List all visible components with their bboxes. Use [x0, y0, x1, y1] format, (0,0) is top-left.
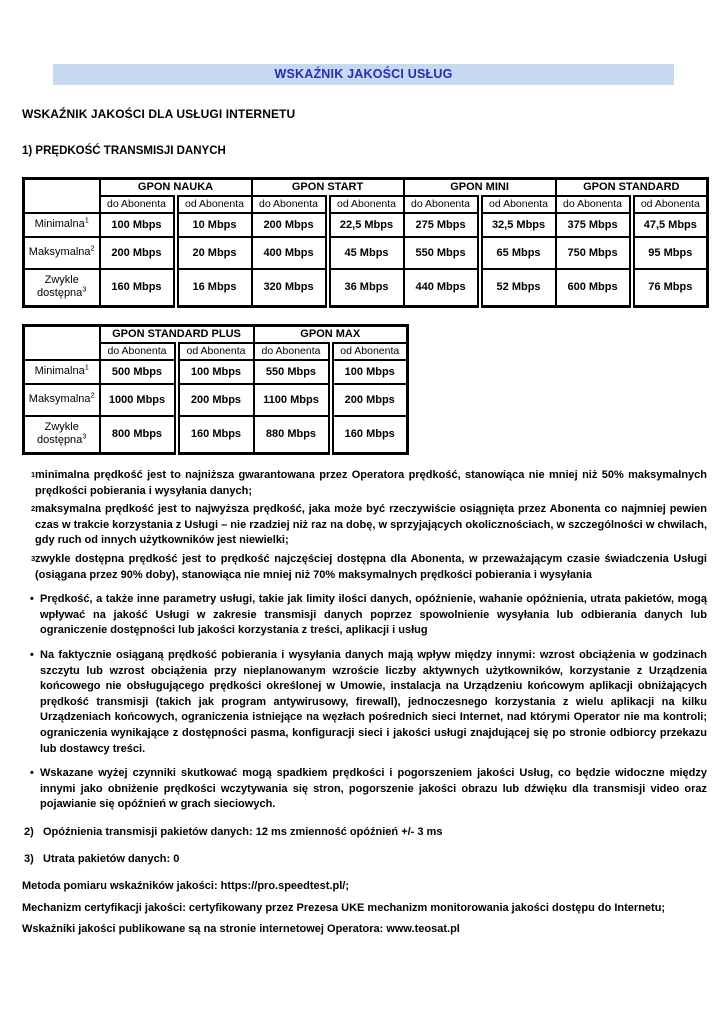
bullet-icon: •	[30, 767, 34, 780]
page-title-banner	[53, 64, 674, 85]
speed-value: 320 Mbps	[252, 269, 328, 307]
footnote-text: zwykle dostępna prędkość jest to prędkość najczęściej dostępna dla Abonenta, w przeważającym czasie świadczenia Usługi (osiągana przez 90% doby), stanowiąca nie mniej niż 70% maksymalnych prędkości pobierania i wysyłania	[35, 552, 707, 581]
speed-value: 880 Mbps	[254, 416, 331, 454]
speed-value: 100 Mbps	[100, 213, 176, 237]
speed-value: 400 Mbps	[252, 237, 328, 269]
bullet-item-parameters	[22, 592, 707, 639]
speed-value: 160 Mbps	[100, 269, 176, 307]
dir-header-cell: do Abonenta	[556, 196, 632, 213]
dir-header-cell: od Abonenta	[331, 343, 408, 360]
closing-block	[22, 879, 707, 938]
speed-value: 1000 Mbps	[100, 384, 177, 416]
speed-value: 1100 Mbps	[254, 384, 331, 416]
speed-value: 20 Mbps	[176, 237, 252, 269]
speed-value: 76 Mbps	[632, 269, 708, 307]
speed-value: 500 Mbps	[100, 360, 177, 384]
speed-value: 550 Mbps	[254, 360, 331, 384]
speed-value: 600 Mbps	[556, 269, 632, 307]
speed-value: 32,5 Mbps	[480, 213, 556, 237]
bullet-item-quality-effects	[22, 766, 707, 813]
speed-value: 200 Mbps	[100, 237, 176, 269]
speed-value: 22,5 Mbps	[328, 213, 404, 237]
row-label-maksymalna: Maksymalna$^2$	[24, 384, 100, 416]
table-row	[24, 196, 708, 213]
section-heading-speed: 1) PRĘDKOŚĆ TRANSMISJI DANYCH	[22, 145, 226, 157]
speed-value: 160 Mbps	[331, 416, 408, 454]
document-subtitle: WSKAŹNIK JAKOŚCI DLA USŁUGI INTERNETU	[22, 107, 296, 121]
group-header-gpon-nauka: GPON NAUKA	[100, 179, 252, 196]
dir-header-cell: do Abonenta	[252, 196, 328, 213]
group-header-gpon-start: GPON START	[252, 179, 404, 196]
closing-line-publication: Wskaźniki jakości publikowane są na stronie internetowej Operatora: www.teosat.pl	[22, 923, 460, 936]
speed-value: 95 Mbps	[632, 237, 708, 269]
speed-value: 200 Mbps	[252, 213, 328, 237]
footnote-marker: 2	[31, 504, 36, 514]
bullet-text: Prędkość, a także inne parametry usługi, takie jak limity ilości danych, opóźnienie, wahanie opóźnienia, utrata pakietów, mogą wpływać na jakość Usługi w zakresie transmisji danych poprzez spowolnienie wysyłania lub odbierania danych lub ograniczenie dostępności lub jakości korzystania z treści, aplikacji i usług	[40, 593, 707, 637]
dir-header-cell: od Abonenta	[176, 196, 252, 213]
dir-header-cell: od Abonenta	[328, 196, 404, 213]
speed-value: 52 Mbps	[480, 269, 556, 307]
row-label-zwykle-dostepna: Zwykle dostępna$^3$	[24, 416, 100, 454]
footnote-marker: 3	[31, 553, 36, 563]
speed-value: 440 Mbps	[404, 269, 480, 307]
table-row	[24, 326, 408, 343]
speed-table-secondary	[22, 324, 409, 455]
row-label-zwykle-dostepna: Zwykle dostępna$^3$	[24, 269, 100, 307]
table-row	[24, 384, 408, 416]
footnote-3	[22, 552, 707, 583]
group-header-gpon-standard-plus: GPON STANDARD PLUS	[100, 326, 254, 343]
bullet-text: Wskazane wyżej czynniki skutkować mogą spadkiem prędkości i pogorszeniem jakości Usług, co będzie widoczne między innymi jako obniżenie prędkości wczytywania się stron, pogorszenie jakości obrazu lub dźwięku dla transmisji video oraz pojawianie się opóźnień w grach sieciowych.	[40, 767, 707, 811]
table-row	[24, 179, 708, 196]
row-label-minimalna: Minimalna$^1$	[24, 360, 100, 384]
speed-value: 200 Mbps	[177, 384, 254, 416]
closing-line-certification: Mechanizm certyfikacji jakości: certyfikowany przez Prezesa UKE mechanizm monitorowania jakości dostępu do Internetu;	[22, 901, 666, 914]
speed-value: 10 Mbps	[176, 213, 252, 237]
speed-value: 750 Mbps	[556, 237, 632, 269]
speed-table-primary	[22, 177, 709, 308]
speed-value: 100 Mbps	[177, 360, 254, 384]
group-header-gpon-mini: GPON MINI	[404, 179, 556, 196]
numbered-item-packet-loss	[22, 852, 707, 868]
page-title: WSKAŹNIK JAKOŚCI USŁUG	[274, 67, 453, 81]
row-label-minimalna: Minimalna$^1$	[24, 213, 100, 237]
speed-value: 275 Mbps	[404, 213, 480, 237]
dir-header-cell: od Abonenta	[177, 343, 254, 360]
table-row	[24, 360, 408, 384]
speed-value: 47,5 Mbps	[632, 213, 708, 237]
numbered-item-text: Opóźnienia transmisji pakietów danych: 12 ms zmienność opóźnień +/- 3 ms	[43, 825, 443, 838]
speed-value: 45 Mbps	[328, 237, 404, 269]
table-row	[24, 237, 708, 269]
group-header-gpon-standard: GPON STANDARD	[556, 179, 708, 196]
closing-line-measurement-method: Metoda pomiaru wskaźników jakości: https://pro.speedtest.pl/;	[22, 880, 349, 893]
speed-value: 65 Mbps	[480, 237, 556, 269]
bullet-icon: •	[30, 593, 34, 606]
bullet-icon: •	[30, 648, 34, 661]
speed-value: 550 Mbps	[404, 237, 480, 269]
numbered-item-text: Utrata pakietów danych: 0	[43, 853, 180, 866]
speed-value: 16 Mbps	[176, 269, 252, 307]
numbered-item-delay	[22, 825, 707, 841]
footnote-1	[22, 468, 707, 499]
group-header-gpon-max: GPON MAX	[254, 326, 408, 343]
footnotes-block	[22, 468, 707, 583]
speed-value: 375 Mbps	[556, 213, 632, 237]
speed-value: 100 Mbps	[331, 360, 408, 384]
footnote-marker: 1	[31, 470, 36, 479]
row-label-maksymalna: Maksymalna$^2$	[24, 237, 100, 269]
speed-value: 36 Mbps	[328, 269, 404, 307]
bullet-text: Na faktycznie osiąganą prędkość pobierania i wysyłania danych mają wpływ między innymi: wzrost obciążenia w godzinach szczytu lub wzrost obciążenia przy nieplanowanym wzroście liczby aktywnych użytkowników, korzystanie z Urządzenia końcowego nie obsługującego prędkości określonej w Umowie, instalacja na Urządzeniu końcowym aplikacji obniżających prędkość transmisji (takich jak program antywirusowy, firewall), jednoczesnego korzystania z wielu aplikacji na kilku Urządzeniach końcowych, ograniczenia istniejące na węzłach pośrednich sieci Internet, nad którymi Operator nie ma kontroli; ograniczenia wynikające z dostępności pasma, konfiguracji sieci i jakości usługi znajdującej się po stronie odbiorcy przekazu lub dostawcy treści.	[40, 648, 707, 755]
corner-cell	[24, 179, 100, 213]
footnote-text: maksymalna prędkość jest to najwyższa prędkość, jaka może być rzeczywiście osiągnięta przez Abonenta co najmniej pewien czas w trakcie korzystania z Usługi – nie rzadziej niż raz na dobę, w sprzyjających okolicznościach, w szczególności w chwilach, gdy ruch od innych użytkowników jest niewielki;	[35, 503, 707, 547]
footnote-2	[22, 502, 707, 549]
footnote-text: minimalna prędkość jest to najniższa gwarantowana przez Operatora prędkość, stanowiąca nie mniej niż 50% maksymalnych prędkości pobierania i wysyłania danych;	[35, 469, 707, 497]
bullet-item-speed-factors	[22, 648, 707, 757]
dir-header-cell: do Abonenta	[100, 196, 176, 213]
dir-header-cell: od Abonenta	[480, 196, 556, 213]
corner-cell	[24, 326, 100, 360]
speed-value: 160 Mbps	[177, 416, 254, 454]
numbered-item-marker: 2)	[24, 825, 34, 838]
speed-value: 800 Mbps	[100, 416, 177, 454]
dir-header-cell: do Abonenta	[404, 196, 480, 213]
table-row	[24, 213, 708, 237]
dir-header-cell: do Abonenta	[254, 343, 331, 360]
numbered-item-marker: 3)	[24, 853, 34, 866]
table-row	[24, 416, 408, 454]
table-row	[24, 269, 708, 307]
speed-value: 200 Mbps	[331, 384, 408, 416]
dir-header-cell: do Abonenta	[100, 343, 177, 360]
dir-header-cell: od Abonenta	[632, 196, 708, 213]
